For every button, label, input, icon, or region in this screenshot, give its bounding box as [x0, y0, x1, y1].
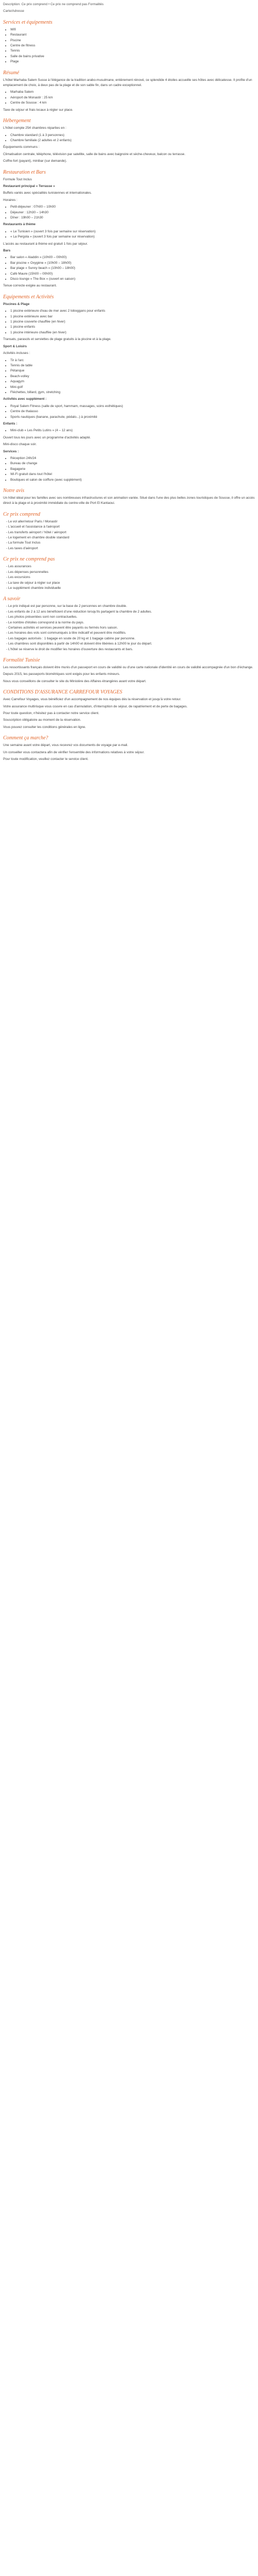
paragraph: Depuis 2015, les passeports biométriques sont exigés pour les enfants mineurs. [3, 672, 120, 676]
list-item: • Marhaba Salem [10, 90, 255, 95]
paragraph: Vous pouvez consulter les conditions générales en ligne. [3, 725, 86, 729]
paragraph: Activités incluses : [3, 351, 30, 355]
list-item: - Le nombre d'étoiles correspond à la norme du pays. [6, 620, 255, 625]
section-title-prix-ne-comprend: Ce prix ne comprend pas [3, 556, 55, 563]
list-item: • Royal Salem Fitness (salle de sport, hammam, massages, soins esthétiques) [10, 404, 255, 409]
list-item: • Fléchettes, billard, gym, stretching [10, 390, 255, 395]
list-item: • 1 piscine extérieure avec bar [10, 314, 255, 319]
list-item: - Les transferts aéroport / hôtel / aéroport [6, 530, 255, 535]
services-extra-list [3, 456, 255, 483]
list-item: • Centre de Sousse : 4 km [10, 100, 255, 106]
header-line: Description: Ce prix comprend • Ce prix ne comprend pas Formalités [3, 3, 104, 6]
list-item: • Bar salon « Aladdin » (10h00 – 00h00) [10, 255, 255, 260]
list-item: • Bureau de change [10, 461, 255, 466]
section-title-equipements: Equipements et Activités [3, 294, 54, 300]
paragraph: Horaires : [3, 198, 18, 202]
list-item: - Les taxes d'aéroport [6, 546, 255, 551]
subheading: Enfants : [3, 421, 18, 426]
list-item: • Aquagym [10, 379, 255, 384]
paragraph: Taxe de séjour et frais locaux à régler sur place. [3, 108, 73, 112]
list-item: • Café Maure (15h00 – 00h00) [10, 272, 255, 277]
list-item: • Wi-Fi gratuit dans tout l'hôtel [10, 472, 255, 477]
list-item: • Beach-volley [10, 374, 255, 379]
enfants-list [3, 428, 255, 433]
paragraph: Tenue correcte exigée au restaurant. [3, 284, 57, 288]
list-item: • Sports nautiques (banane, parachute, pédalo...) à proximité [10, 415, 255, 420]
list-item: • « La Pergola » (ouvert 3 fois par semaine sur réservation) [10, 234, 255, 240]
list-item: • Chambre standard (1 à 3 personnes) [10, 133, 255, 138]
section-title-assurance: CONDITIONS D'ASSURANCE CARREFOUR VOYAGES [3, 689, 122, 696]
resume-list [3, 90, 255, 106]
list-item: • Restaurant [10, 32, 255, 38]
activites-incluses-list [3, 358, 255, 396]
list-item: - Les excursions [6, 575, 255, 580]
list-item: • Bagagerie [10, 467, 255, 472]
list-item: - La taxe de séjour à régler sur place [6, 581, 255, 586]
subheading: Piscines & Plage [3, 302, 30, 306]
paragraph: Ouvert tous les jours avec un programme d'activités adapté. [3, 435, 91, 439]
list-item: • Bar plage « Sunny beach » (10h00 – 18h00) [10, 266, 255, 271]
list-item: • Mini-golf [10, 385, 255, 390]
list-item: • Déjeuner : 12h30 – 14h30 [10, 210, 255, 215]
horaires-list [3, 205, 255, 221]
paragraph: Nous vous conseillons de consulter le site du Ministère des Affaires étrangères avant votre départ. [3, 679, 147, 683]
list-item: - Les enfants de 2 à 12 ans bénéficient d'une réduction lorsqu'ils partagent la chambre de 2 adultes. [6, 609, 255, 615]
list-item: - Le prix indiqué est par personne, sur la base de 2 personnes en chambre double. [6, 604, 255, 609]
paragraph: Climatisation centrale, téléphone, télévision par satellite, salle de bains avec baignoire et sèche-cheveux, balcon ou terrasse. [3, 152, 186, 156]
list-item: • Tennis de table [10, 363, 255, 368]
hebergement-list [3, 133, 255, 144]
paragraph: Pour toute question, n'hésitez pas à contacter notre service client. [3, 711, 100, 715]
paragraph: Pour toute modification, veuillez contacter le service client. [3, 757, 89, 761]
list-item: • 1 piscine extérieure d'eau de mer avec 2 toboggans pour enfants [10, 309, 255, 314]
paragraph: Un hôtel idéal pour les familles avec ses nombreuses infrastructures et son animation variée. Situé dans l'une des plus belles zones touristiques de Sousse, il offre un accès direct à la plage et à proximité immédiate du centre-ville de Port El Kantaoui. [3, 496, 255, 505]
list-item: - Les photos présentées sont non contractuelles. [6, 615, 255, 620]
subheading: Sport & Loisirs [3, 344, 27, 348]
paragraph: Un conseiller vous contactera afin de vérifier l'ensemble des informations relatives à votre séjour. [3, 750, 145, 754]
list-item: • Wifi [10, 27, 255, 32]
header-line: Carte/Adresse [3, 9, 24, 13]
section-title-formalite: Formalité Tunisie [3, 657, 40, 663]
subheading: Activités avec supplément : [3, 397, 47, 401]
paragraph: Formule Tout Inclus [3, 177, 32, 181]
prix-ne-comprend-list [3, 564, 255, 591]
section-title-resume: Résumé [3, 70, 20, 76]
paragraph: L'hôtel Marhaba Salem Susse à l'élégance de la tradition arabo-musulmane, entièrement rénové, ce splendide 4 étoiles accueille ses hôtes avec délicatesse. Il profite d'un emplacement de choix, à deux pas de la plage et de son sable fin, dans un cadre exceptionnel. [3, 78, 252, 88]
list-item: • Boutiques et salon de coiffure (avec supplément) [10, 478, 255, 483]
list-item: - L'accueil et l'assistance à l'aéroport [6, 524, 255, 530]
list-item: • Salle de bains privative [10, 54, 255, 59]
section-title-services: Services et équipements [3, 19, 53, 25]
list-item: • Mini-club « Les Petits Lutins » (4 – 12 ans) [10, 428, 255, 433]
list-item: • Plage [10, 59, 255, 64]
prix-comprend-list [3, 519, 255, 551]
list-item: • Réception 24h/24 [10, 456, 255, 461]
list-item: • Bar piscine « Oxygène » (10h00 – 18h00) [10, 261, 255, 266]
list-item: - Les bagages autorisés : 1 bagage en soute de 20 kg et 1 bagage cabine par personne. [6, 636, 255, 641]
list-item: - La formule Tout Inclus [6, 540, 255, 546]
paragraph: Transats, parasols et serviettes de plage gratuits à la piscine et à la plage. [3, 337, 111, 342]
section-title-comment: Comment ça marche? [3, 735, 49, 741]
list-item: - Les dépenses personnelles [6, 570, 255, 575]
bars-list [3, 255, 255, 282]
section-title-hebergement: Hébergement [3, 118, 31, 124]
list-item: • Chambre familiale (2 adultes et 2 enfants) [10, 138, 255, 143]
list-item: - Le vol aller/retour Paris / Monastir [6, 519, 255, 524]
piscines-list [3, 309, 255, 335]
subheading: Services : [3, 449, 19, 453]
paragraph: Coffre-fort (payant), minibar (sur demande). [3, 159, 67, 163]
list-item: - Les assurances [6, 564, 255, 569]
subheading: Restaurant principal « Terrasse » [3, 184, 55, 188]
paragraph: Les ressortissants français doivent être munis d'un passeport en cours de validité ou d'une carte nationale d'identité en cours de validité accompagnée d'un bon d'échange. [3, 665, 253, 669]
paragraph: L'accès au restaurant à thème est gratuit 1 fois par séjour. [3, 242, 88, 246]
paragraph: Une semaine avant votre départ, vous recevrez vos documents de voyage par e-mail. [3, 743, 128, 748]
list-item: • Petit-déjeuner : 07h00 – 10h00 [10, 205, 255, 210]
activites-payantes-list [3, 404, 255, 420]
section-title-a-savoir: A savoir [3, 596, 21, 602]
paragraph: Buffets variés avec spécialités tunisiennes et internationales. [3, 191, 92, 195]
list-item: - L'hôtel se réserve le droit de modifier les horaires d'ouverture des restaurants et bars. [6, 647, 255, 652]
list-item: • Tennis [10, 48, 255, 54]
list-item: • Centre de fitness [10, 43, 255, 48]
section-title-notre-avis: Notre avis [3, 488, 25, 494]
paragraph: Équipements communs : [3, 145, 40, 149]
subheading: Restaurants à thème [3, 223, 36, 227]
list-item: - Le supplément chambre individuelle [6, 586, 255, 591]
list-item: • 1 piscine couverte chauffée (en hiver) [10, 319, 255, 325]
services-list [3, 27, 255, 65]
list-item: - Certaines activités et services peuvent être payants ou fermés hors saison. [6, 625, 255, 631]
list-item: - Les chambres sont disponibles à partir de 14h00 et doivent être libérées à 12h00 le jour du départ. [6, 641, 255, 647]
list-item: • Disco lounge « The Box » (ouvert en saison) [10, 277, 255, 282]
subheading: Bars [3, 249, 11, 252]
paragraph: L'hôtel compte 254 chambres réparties en : [3, 126, 67, 130]
list-item: • 1 piscine intérieure chauffée (en hiver) [10, 330, 255, 335]
paragraph: Souscription obligatoire au moment de la réservation. [3, 718, 81, 722]
list-item: • Piscine [10, 38, 255, 43]
list-item: • 1 piscine enfants [10, 325, 255, 330]
theme-restaurants-list [3, 229, 255, 240]
paragraph: Mini-disco chaque soir. [3, 443, 37, 447]
list-item: - Les horaires des vols sont communiqués à titre indicatif et peuvent être modifiés. [6, 631, 255, 636]
list-item: • Centre de thalasso [10, 409, 255, 414]
section-title-restauration: Restauration et Bars [3, 169, 46, 175]
list-item: • Dîner : 19h00 – 21h30 [10, 215, 255, 221]
paragraph: Votre assurance multirisque vous couvre en cas d'annulation, d'interruption de séjour, de rapatriement et de perte de bagages. [3, 704, 188, 708]
section-title-prix-comprend: Ce prix comprend [3, 511, 40, 517]
page [0, 0, 258, 762]
list-item: • Aéroport de Monastir : 25 km [10, 95, 255, 100]
list-item: • « Le Tunisien » (ouvert 3 fois par semaine sur réservation) [10, 229, 255, 234]
list-item: - Le logement en chambre double standard [6, 535, 255, 540]
list-item: • Pétanque [10, 368, 255, 374]
a-savoir-list [3, 604, 255, 652]
paragraph: Avec Carrefour Voyages, vous bénéficiez d'un accompagnement de nos équipes dès la réservation et jusqu'à votre retour. [3, 698, 182, 702]
list-item: • Tir à l'arc [10, 358, 255, 363]
